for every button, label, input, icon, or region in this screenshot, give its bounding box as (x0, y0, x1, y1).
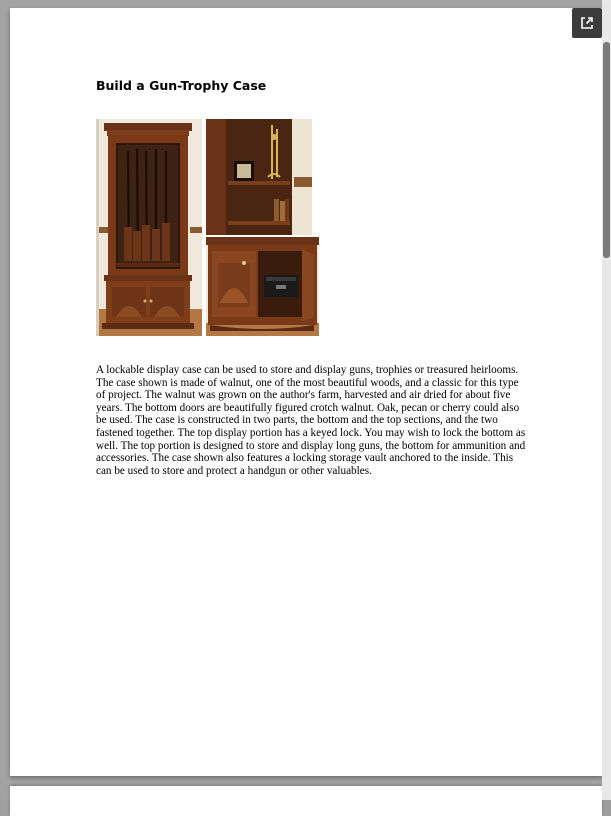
display-interior-photo (206, 119, 312, 235)
document-page (10, 8, 602, 776)
gun-cabinet-photo (96, 119, 202, 336)
body-paragraph: A lockable display case can be used to store and display guns, trophies or treasured heirlooms. The case shown is made of walnut, one of the most beautiful woods, and a classic for this type of project. The walnut was grown on the author's farm, harvested and air dried for about five years. The bottom doors are beautifully figured crotch walnut. Oak, pecan or cherry could also be used. The case is constructed in two parts, the bottom and the top sections, and the two fastened together. The top display portion has a keyed lock. You may wish to lock the bottom as well. The top portion is designed to store and display long guns, the bottom for ammunition and accessories. The case shown also features a locking storage vault anchored to the inside. This can be used to store and protect a handgun or other valuables. (96, 364, 526, 477)
external-link-icon (579, 15, 595, 31)
scrollbar-thumb[interactable] (603, 42, 610, 258)
scrollbar-track[interactable] (602, 0, 611, 800)
page-title: Build a Gun-Trophy Case (96, 78, 267, 93)
popout-button[interactable] (572, 8, 602, 38)
bottom-vault-photo (206, 237, 319, 336)
next-page-edge (10, 786, 602, 816)
